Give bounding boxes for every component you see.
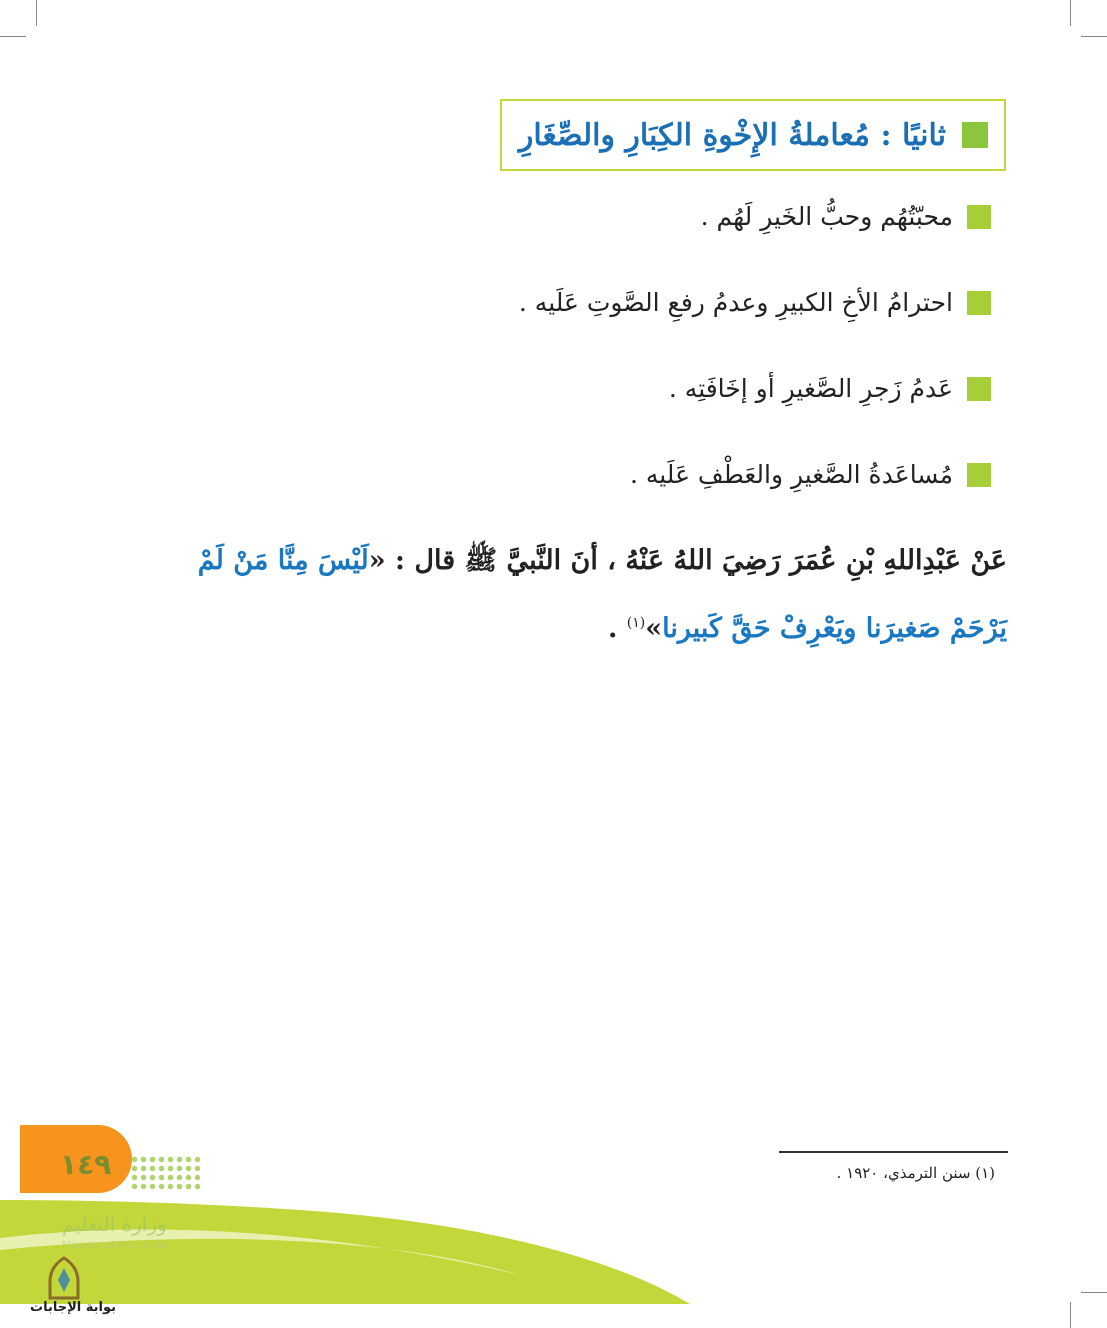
footnote: (١) سنن الترمذي، ١٩٢٠ . [836,1164,995,1182]
green-square-icon [967,205,991,229]
list-item-text: مُساعَدةُ الصَّغيرِ والعَطْفِ عَلَيه . [629,460,953,489]
list-item [630,460,991,489]
green-square-icon [967,463,991,487]
hadith-end: . [607,613,627,644]
list-item-text: احترامُ الأخِ الكبيرِ وعدمُ رفعِ الصَّوتِ عَلَيه . [518,288,953,317]
list-item [701,202,991,231]
hadith-paragraph [167,530,1007,660]
crop-mark [36,0,37,26]
crop-mark [1081,36,1107,37]
portal-label: بوابة الإجابات [30,1300,116,1315]
crop-mark [0,36,26,37]
list-item [519,288,991,317]
crop-mark [1070,0,1071,26]
hadith-intro: عَنْ عَبْدِاللهِ بْنِ عُمَرَ رَضِيَ اللهُ عَنْهُ ، أنَ النَّبيَّ ﷺ قال : « [368,545,1007,576]
green-square-icon [967,291,991,315]
page-number: ١٤٩ [60,1148,112,1181]
list-item-text: محبّتُهُم وحبُّ الخَيرِ لَهُم . [700,202,953,231]
green-square-icon [967,377,991,401]
footnote-divider [779,1151,1008,1153]
hadith-quote: لَيْسَ مِنَّا مَنْ لَمْ يَرْحَمْ صَغيرَنا ويَعْرِفْ حَقَّ كَبيرنا [197,545,1007,644]
list-item-text: عَدمُ زَجرِ الصَّغيرِ أو إخَافَتِه . [668,374,953,403]
portal-logo-icon [44,1256,84,1300]
green-square-icon [962,122,988,148]
section-title: ثانيًا : مُعاملةُ الإِخْوةِ الكِبَارِ والصِّغَارِ [518,117,946,153]
hadith-close: » [645,613,663,644]
dot-pattern [130,1155,200,1191]
ministry-logo-subtext: Ministry of Education [62,1240,168,1251]
footnote-ref: (١) [626,615,646,631]
ministry-logo-text: وزارة التعليم [62,1212,167,1236]
crop-mark [1070,1302,1071,1328]
section-title-box [500,99,1006,171]
list-item [669,374,991,403]
crop-mark [1081,1292,1107,1293]
